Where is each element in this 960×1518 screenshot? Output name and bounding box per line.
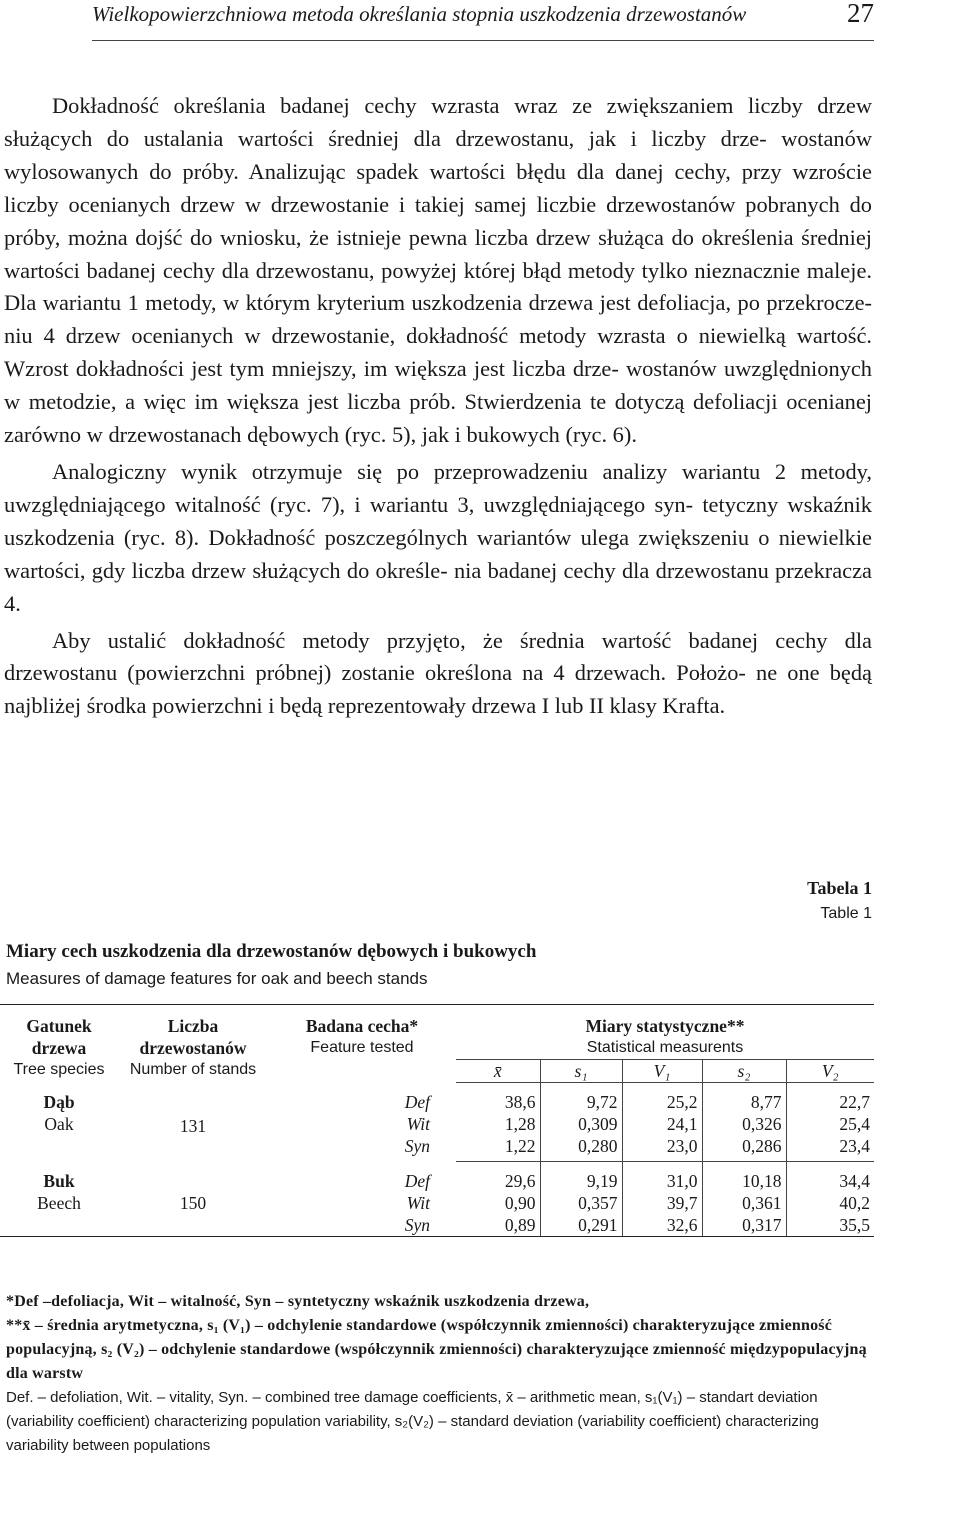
stands-cell: 150 <box>118 1162 268 1237</box>
table-label <box>807 876 872 926</box>
table-label-pl: Tabela 1 <box>807 878 872 898</box>
feature-cell: Syn <box>404 1136 430 1156</box>
paragraph: Analogiczny wynik otrzymuje się po przeprowadzeniu analizy wariantu 2 metody, uwzględniającego witalność (ryc. 7), i wariantu 3, uwzględniającego syn- tetyczny wskaźnik uszkodzenia (ryc. 8). Dokładność poszczególnych wariantów ulega zwiększeniu o niewielkie wartości, gdy liczba drzew służących do określe- nia badanej cechy dla drzewostanu przekracza 4. <box>4 458 872 616</box>
value-cell: 40,2 <box>786 1192 874 1214</box>
table-header-row <box>0 1005 874 1060</box>
value-cell: 1,28 <box>504 1114 536 1134</box>
value-cell: 9,19 <box>540 1162 622 1193</box>
value-cell: 0,357 <box>540 1192 622 1214</box>
feature-cell: Syn <box>268 1214 456 1237</box>
table-title <box>6 938 536 992</box>
value-cell: 10,18 <box>702 1162 786 1193</box>
running-title: Wielkopowierzchniowa metoda określania stopnia uszkodzenia drzewostanów <box>92 2 747 26</box>
paragraph: Dokładność określania badanej cechy wzrasta wraz ze zwiększaniem liczby drzew służących do ustalania wartości średniej dla drzewostanu, jak i liczby drze- wostanów wylosowanych do próby. Analizując spadek wartości błędu dla danej cechy, przy wzroście liczby ocenianych drzew w drzewostanie i takiej samej liczbie drzewostanów pobranych do próby, można dojść do wniosku, że istnieje pewna liczba drzew służąca do określenia średniej wartości badanej cechy dla drzewostanu, powyżej której błąd metody tylko nieznacznie maleje. Dla wariantu 1 metody, w którym kryterium uszkodzenia drzewa jest defoliacja, po przekrocze- niu 4 drzew ocenianych w drzewostanie, dokładność metody wzrasta o niewielką wartość. Wzrost dokładności jest tym mniejszy, im większa jest liczba drze- wostanów uwzględnionych w metodzie, a więc im większa jest liczba prób. Stwierdzenia te dotyczą defoliacji ocenianej zarówno w drzewostanach dębowych (ryc. 5), jak i bukowych (ryc. 6). <box>4 93 872 448</box>
table-footnotes <box>6 1290 876 1458</box>
table-title-en: Measures of damage features for oak and beech stands <box>6 969 428 988</box>
value-cell: 29,6 <box>504 1171 536 1191</box>
running-header <box>92 0 874 41</box>
value-cell: 38,6 <box>504 1092 536 1112</box>
species-cell: Dąb Oak <box>43 1091 75 1134</box>
value-cell: 0,286 <box>702 1135 786 1162</box>
table-row <box>0 1083 874 1114</box>
footnote-pl-1: *Def –defoliacja, Wit – witalność, Syn – syntetyczny wskaźnik uszkodzenia drzewa, <box>6 1293 590 1310</box>
value-cell: 35,5 <box>786 1214 874 1237</box>
feature-header: Badana cecha* Feature tested <box>268 1005 456 1083</box>
value-cell: 0,89 <box>456 1214 540 1237</box>
footnote-pl-2: **x̄ – średnia arytmetyczna, s₁ (V₁) – odchylenie standardowe (współczynnik zmienności) charakteryzujące zmienność populacyjną, s₂ (V₂) – odchylenie standardowe (współczynnik zmienności) charakteryzujące zmienność międzypopulacyjną dla warstw <box>6 1317 867 1382</box>
body-text <box>4 90 872 723</box>
feature-cell: Wit <box>406 1114 430 1134</box>
table-title-pl: Miary cech uszkodzenia dla drzewostanów dębowych i bukowych <box>6 941 537 962</box>
mean-symbol: x̄ <box>456 1060 540 1083</box>
value-cell: 0,90 <box>504 1193 536 1213</box>
page-number: 27 <box>847 0 874 28</box>
value-cell: 0,317 <box>702 1214 786 1237</box>
damage-measures-table <box>0 1004 874 1237</box>
value-cell: 23,4 <box>786 1135 874 1162</box>
value-cell: 39,7 <box>622 1192 702 1214</box>
value-cell: 1,22 <box>456 1135 540 1162</box>
species-header: Gatunek drzewa Tree species <box>0 1005 118 1083</box>
feature-cell: Def <box>404 1091 430 1112</box>
stands-count-header: Liczba drzewostanów Number of stands <box>118 1005 268 1083</box>
species-cell: Buk Beech <box>0 1162 118 1237</box>
value-cell: 8,77 <box>702 1083 786 1114</box>
paragraph: Aby ustalić dokładność metody przyjęto, że średnia wartość badanej cechy dla drzewostanu (powierzchni próbnej) zostanie określona na 4 drzewach. Położo- ne one będą najbliżej środka powierzchni i będą reprezentowały drzewa I lub II klasy Krafta. <box>4 627 872 719</box>
footnote-en: Def. – defoliation, Wit. – vitality, Syn. – combined tree damage coefficients, x̄ – arithmetic mean, s₁(V₁) – standart deviation (variability coefficient) characterizing population variability, s₂(V₂) – standard deviation (variability coefficient) characterizing variability between populations <box>6 1389 819 1454</box>
s1-symbol: s₁ <box>540 1060 622 1083</box>
value-cell: 0,361 <box>702 1192 786 1214</box>
stands-cell: 131 <box>179 1116 207 1136</box>
value-cell: 0,326 <box>702 1113 786 1135</box>
v2-symbol: V₂ <box>786 1060 874 1083</box>
value-cell: 22,7 <box>786 1083 874 1114</box>
statistics-header: Miary statystyczne** Statistical measurents <box>456 1005 874 1060</box>
table-row <box>0 1162 874 1193</box>
value-cell: 34,4 <box>786 1162 874 1193</box>
value-cell: 31,0 <box>622 1162 702 1193</box>
value-cell: 0,309 <box>540 1113 622 1135</box>
feature-cell: Def <box>404 1170 430 1191</box>
value-cell: 0,280 <box>540 1135 622 1162</box>
table-label-en: Table 1 <box>820 905 872 922</box>
feature-cell: Wit <box>406 1193 430 1213</box>
value-cell: 24,1 <box>622 1113 702 1135</box>
value-cell: 25,2 <box>622 1083 702 1114</box>
value-cell: 0,291 <box>540 1214 622 1237</box>
value-cell: 32,6 <box>622 1214 702 1237</box>
value-cell: 25,4 <box>786 1113 874 1135</box>
value-cell: 23,0 <box>622 1135 702 1162</box>
v1-symbol: V₁ <box>622 1060 702 1083</box>
value-cell: 9,72 <box>540 1083 622 1114</box>
s2-symbol: s₂ <box>702 1060 786 1083</box>
